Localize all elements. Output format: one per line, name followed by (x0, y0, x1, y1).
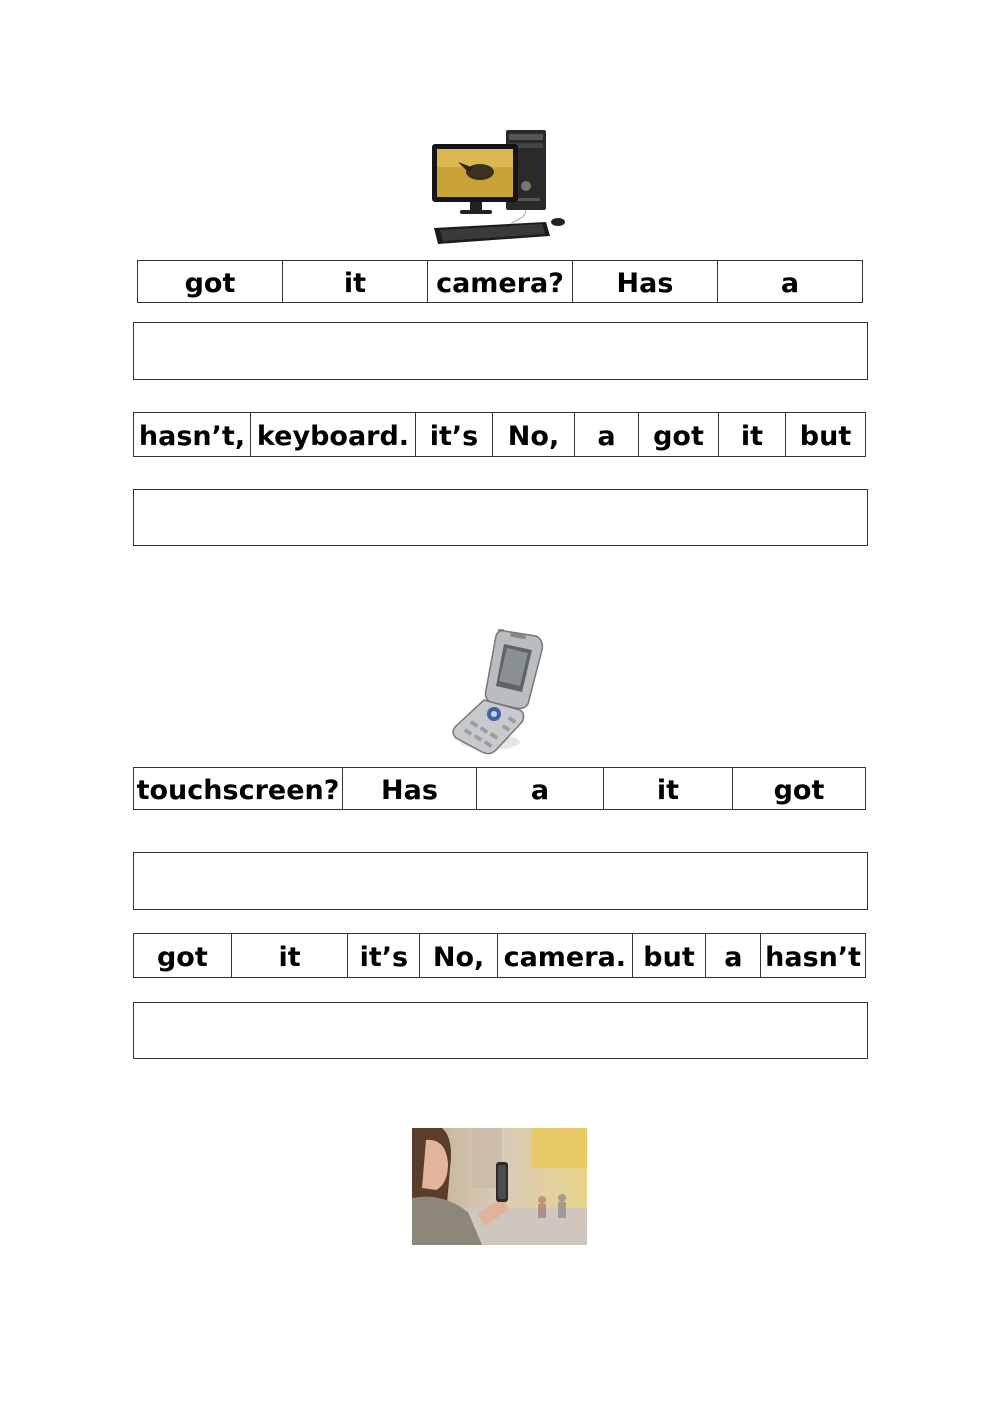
answer-box-1[interactable] (133, 322, 868, 380)
word-tile[interactable]: got (773, 775, 825, 806)
word-tile[interactable]: got (134, 934, 232, 977)
flip-phone-image (440, 622, 555, 760)
word-tile[interactable]: No, (420, 934, 498, 977)
word-tile[interactable]: got (138, 261, 283, 302)
word-tile[interactable]: got (639, 413, 719, 456)
word-tile[interactable]: camera. (498, 934, 633, 977)
word-tile[interactable]: a (706, 934, 761, 977)
word-tile[interactable]: Has (573, 261, 718, 302)
word-tile[interactable]: No, (493, 413, 575, 456)
word-tiles-row-1 (137, 260, 863, 303)
word-tile[interactable]: hasn’t (765, 942, 862, 973)
word-tile[interactable]: hasn’t, (134, 413, 251, 456)
word-tiles-row-2 (133, 412, 866, 457)
word-tile[interactable]: but (799, 421, 852, 452)
desktop-computer-image (428, 128, 572, 250)
word-tiles-row-3 (133, 767, 866, 810)
word-tile[interactable]: it’s (416, 413, 493, 456)
word-tile[interactable]: it (604, 768, 733, 809)
word-tile[interactable]: it (283, 261, 428, 302)
word-tile[interactable]: Has (343, 768, 477, 809)
word-tile[interactable]: but (633, 934, 707, 977)
word-tile[interactable]: touchscreen? (134, 768, 343, 809)
word-tile[interactable]: a (477, 768, 604, 809)
word-tile[interactable]: it (232, 934, 349, 977)
woman-with-smartphone-image (412, 1128, 587, 1245)
word-tile[interactable]: camera? (428, 261, 573, 302)
answer-box-2[interactable] (133, 489, 868, 546)
word-tile[interactable]: it’s (348, 934, 420, 977)
word-tiles-row-4 (133, 933, 866, 978)
word-tile[interactable]: it (719, 413, 786, 456)
answer-box-3[interactable] (133, 852, 868, 910)
word-tile[interactable]: a (575, 413, 639, 456)
word-tile[interactable]: a (780, 268, 800, 299)
answer-box-4[interactable] (133, 1002, 868, 1059)
word-tile[interactable]: keyboard. (251, 413, 416, 456)
